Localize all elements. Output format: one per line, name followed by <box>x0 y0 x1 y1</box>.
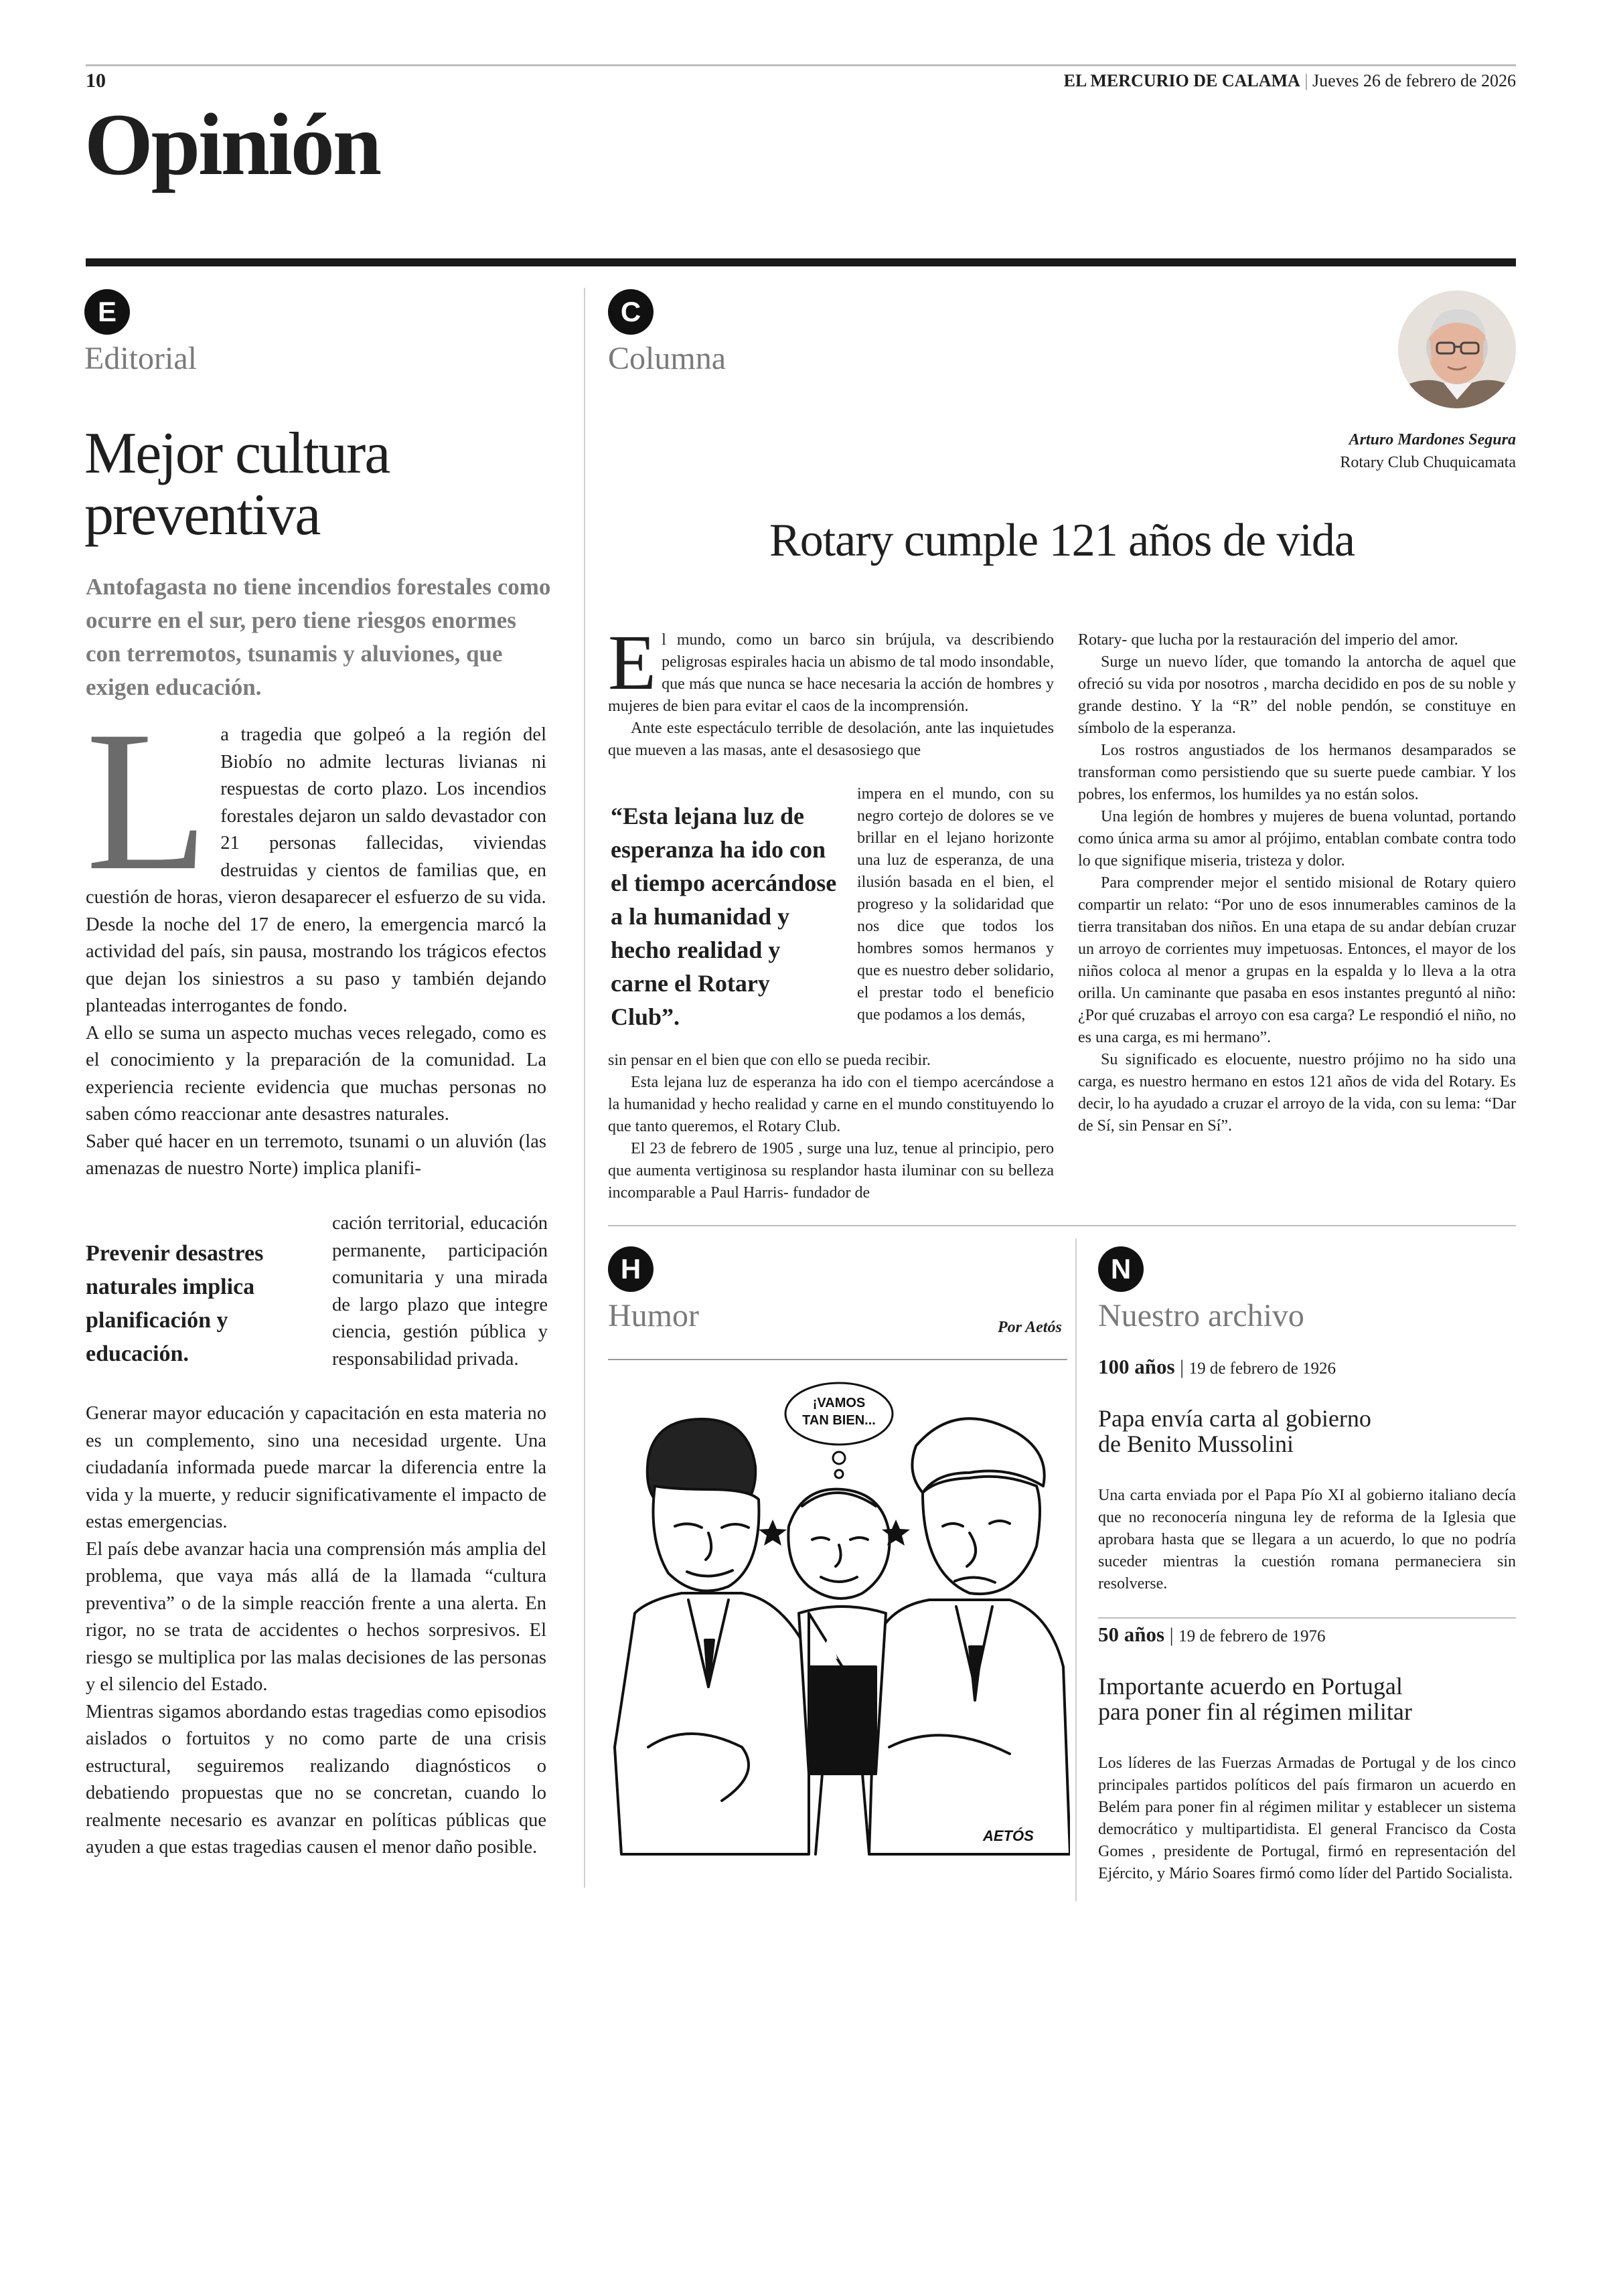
archive-separator: | <box>1169 1624 1174 1646</box>
archive-rule <box>1098 1617 1516 1619</box>
editorial-paragraph: A ello se suma un aspecto muchas veces relegado, como es el conocimiento y la preparación de la comunidad. La experiencia reciente evidencia que muchas personas no saben cómo reaccionar ante desastres naturales. <box>86 1022 546 1125</box>
masthead <box>1064 71 1516 91</box>
archive-date: 19 de febrero de 1926 <box>1189 1360 1336 1378</box>
column-paragraph: El 23 de febrero de 1905 , surge una luz, tenue al principio, pero que aumenta vertiginosa su resplandor hasta iluminar con su belleza incomparable a Paul Harris- fundador de <box>608 1140 1054 1202</box>
editorial-body-top <box>86 689 546 1183</box>
column-paragraph: l mundo, como un barco sin brújula, va describiendo peligrosas espirales hacia un abismo de tal modo insondable, que más que nunca se hace necesaria la acción de hombres y mujeres de bien para evitar el caos de la incomprensión. <box>608 631 1054 715</box>
paper-name: EL MERCURIO DE CALAMA <box>1063 71 1300 90</box>
section-rule <box>86 258 1516 266</box>
archive-years: 100 años <box>1098 1355 1175 1378</box>
column-divider-bottom <box>1075 1238 1077 1901</box>
editorial-title-line2: preventiva <box>84 483 320 548</box>
editorial-body-narrow <box>332 1210 548 1373</box>
speech-bubble-text: ¡VAMOS TAN BIEN... <box>802 1396 876 1428</box>
column-affiliation: Rotary Club Chuquicamata <box>1340 454 1516 471</box>
archive-text: Una carta enviada por el Papa Pío XI al gobierno italiano decía que no reconocería ninguna ley de reforma de la Iglesia que aprobara hasta que se llegara a un acuerdo, lo que no podría suceder mientras la cuestión romana permaneciera sin resolverse. <box>1098 1487 1516 1592</box>
column-paragraph: Surge un nuevo líder, que tomando la antorcha de aquel que ofreció su vida por nosotros , marcha decidido en pos de su noble y grande destino. Y la “R” del noble pendón, se constituye en símbolo de la esperanza. <box>1078 653 1516 737</box>
column-author: Arturo Mardones Segura <box>1349 431 1516 448</box>
archive-headline-line1: Importante acuerdo en Portugal <box>1098 1673 1403 1700</box>
column-divider-left <box>584 288 585 1888</box>
humor-cartoon <box>608 1372 1070 1888</box>
editorial-paragraph: El país debe avanzar hacia una comprensión más amplia del problema, que vaya más allá de la llamada “cultura preventiva” o de la simple reacción frente a una alerta. En rigor, no se trata de accidentes o hechos sorpresivos. El riesgo se multiplica por las malas decisiones de las personas y el silencio del Estado. <box>86 1538 546 1695</box>
column-paragraph: Para comprender mejor el sentido misional de Rotary quiero compartir un relato: “Por uno de esos innumerables caminos de la tierra transitaban dos niños. En una etapa de su andar debían cruzar un arroyo de corrientes muy impetuosas. Entonces, el mayor de los niños coloca al menor a grupas en la espalda y lo lleva a la otra orilla. Un caminante que pasaba en esos instantes preguntó al niño: ¿Por qué cruzabas el arroyo con esa carga? Le respondió el niño, no es una carga, es mi hermano”. <box>1078 874 1516 1046</box>
editorial-title <box>84 423 566 546</box>
column-paragraph: sin pensar en el bien que con ello se pueda recibir. <box>608 1052 931 1069</box>
column-title: Rotary cumple 121 años de vida <box>769 515 1355 566</box>
archive-years: 50 años <box>1098 1623 1165 1646</box>
humor-credit: Por Aetós <box>998 1319 1062 1336</box>
archive-headline-line2: de Benito Mussolini <box>1098 1430 1294 1457</box>
editorial-body-bottom <box>86 1400 546 1862</box>
column-dropcap: E <box>608 619 657 706</box>
column-kicker: Columna <box>608 341 726 376</box>
column-byline <box>1340 428 1516 474</box>
archive-separator: | <box>1180 1356 1184 1378</box>
column-paragraph: Una legión de hombres y mujeres de buena voluntad, portando como única arma su amor al prójimo, entablan combate contra todo lo que signifique miseria, tristeza y dolor. <box>1078 808 1516 870</box>
column-pullquote: “Esta lejana luz de esperanza ha ido con el tiempo acercándose a la humanidad y hecho realidad y carne el Rotary Club”. <box>611 803 837 1030</box>
archive-date: 19 de febrero de 1976 <box>1178 1627 1326 1645</box>
humor-badge: H <box>608 1246 654 1292</box>
archive-item-2 <box>1098 1623 1516 1885</box>
column-body-narrow <box>857 783 1054 1026</box>
column-body-right <box>1078 629 1516 1137</box>
editorial-kicker: Editorial <box>84 341 197 376</box>
archive-text: Los líderes de las Fuerzas Armadas de Portugal y de los cinco principales partidos políticos del país firmaron un acuerdo en Belém para poner fin al régimen militar y establecer un sistema democrático y multipartidista. El general Francisco da Costa Gomes , presidente de Portugal, firmó en representación del Ejército, y Mário Soares firmó como líder del Partido Socialista. <box>1098 1754 1516 1882</box>
column-bottom-rule <box>608 1225 1516 1226</box>
column-badge: C <box>608 289 654 335</box>
column-paragraph: Su significado es elocuente, nuestro prójimo no ha sido una carga, es nuestro hermano en estos 121 años de vida del Rotary. Es decir, lo ha ayudado a cruzar el arroyo de la vida, con su lema: “Dar de Sí, sin Pensar en Sí”. <box>1078 1051 1516 1135</box>
column-paragraph: Esta lejana luz de esperanza ha ido con el tiempo acercándose a la humanidad y hecho realidad y carne en el mundo constituyendo lo que tanto queremos, el Rotary Club. <box>608 1074 1054 1135</box>
archive-badge: N <box>1098 1246 1144 1292</box>
archive-headline <box>1098 1406 1516 1457</box>
masthead-separator: | <box>1304 71 1308 90</box>
humor-kicker: Humor <box>608 1298 699 1333</box>
editorial-title-line1: Mejor cultura <box>84 421 390 486</box>
header-rule <box>86 64 1516 66</box>
section-title: Opinión <box>84 95 380 193</box>
archive-headline <box>1098 1673 1516 1724</box>
humor-rule <box>608 1359 1067 1360</box>
editorial-paragraph: a tragedia que golpeó a la región del Biobío no admite lecturas livianas ni respuestas de corto plazo. Los incendios forestales dejaron un saldo devastador con 21 personas fallecidas, viviendas destruidas y cientos de familias que, en cuestión de horas, vieron desaparecer el esfuerzo de su vida. <box>86 724 546 908</box>
column-body-top <box>608 619 1054 762</box>
editorial-pullquote: Prevenir desastres naturales implica planificación y educación. <box>86 1241 264 1366</box>
column-paragraph: Rotary- que lucha por la restauración del imperio del amor. <box>1078 631 1458 649</box>
archive-headline-line1: Papa envía carta al gobierno <box>1098 1405 1371 1432</box>
archive-headline-line2: para poner fin al régimen militar <box>1098 1698 1412 1725</box>
editorial-paragraph: Mientras sigamos abordando estas tragedias como episodios aislados o fortuitos y no como parte de una crisis estructural, seguiremos realizando diagnósticos o debatiendo propuestas que no se concretan, cuando lo realmente necesario es avanzar en políticas públicas que ayuden a que estas tragedias causen el menor daño posible. <box>86 1701 546 1858</box>
author-photo <box>1397 289 1517 410</box>
page-number: 10 <box>86 70 106 92</box>
cartoon-signature: AETÓS <box>983 1827 1034 1844</box>
editorial-lede: Antofagasta no tiene incendios forestales como ocurre en el sur, pero tiene riesgos enormes con terremotos, tsunamis y aluviones, que exigen educación. <box>86 574 551 700</box>
archive-item-1 <box>1098 1355 1516 1595</box>
editorial-badge: E <box>84 289 130 335</box>
archive-kicker: Nuestro archivo <box>1098 1298 1304 1333</box>
column-paragraph: impera en el mundo, con su negro cortejo de dolores se ve brillar en el lejano horizonte una luz de esperanza, de una ilusión basada en el bien, el progreso y la solidaridad que nos dice que todos los hombres somos hermanos y que es nuestro deber solidario, el prestar todo el beneficio que podamos a los demás, <box>857 785 1054 1023</box>
editorial-paragraph: Generar mayor educación y capacitación en esta materia no es un complemento, sino una necesidad urgente. Una ciudadanía informada puede marcar la diferencia entre la vida y la muerte, y reducir significativamente el impacto de estas emergencias. <box>86 1403 546 1532</box>
editorial-dropcap: L <box>86 689 209 912</box>
column-paragraph: Ante este espectáculo terrible de desolación, ante las inquietudes que mueven a las masas, ante el desasosiego que <box>608 720 1054 759</box>
column-body-bottom <box>608 1050 1054 1204</box>
editorial-paragraph: cación territorial, educación permanente, participación comunitaria y una mirada de largo plazo que integre ciencia, gestión pública y responsabilidad privada. <box>332 1213 548 1370</box>
issue-date: Jueves 26 de febrero de 2026 <box>1312 71 1516 90</box>
editorial-paragraph: Saber qué hacer en un terremoto, tsunami o un aluvión (las amenazas de nuestro Norte) implica planifi- <box>86 1131 546 1179</box>
column-paragraph: Los rostros angustiados de los hermanos desamparados se transforman como persistiendo que su suerte puede cambiar. Y los pobres, los enfermos, los humildes ya no están solos. <box>1078 742 1516 803</box>
editorial-paragraph: Desde la noche del 17 de enero, la emergencia marcó la actividad del país, sin pausa, mostrando los trágicos efectos que dejan los siniestros a su paso y también dejando planteadas interrogantes de fondo. <box>86 914 546 1016</box>
